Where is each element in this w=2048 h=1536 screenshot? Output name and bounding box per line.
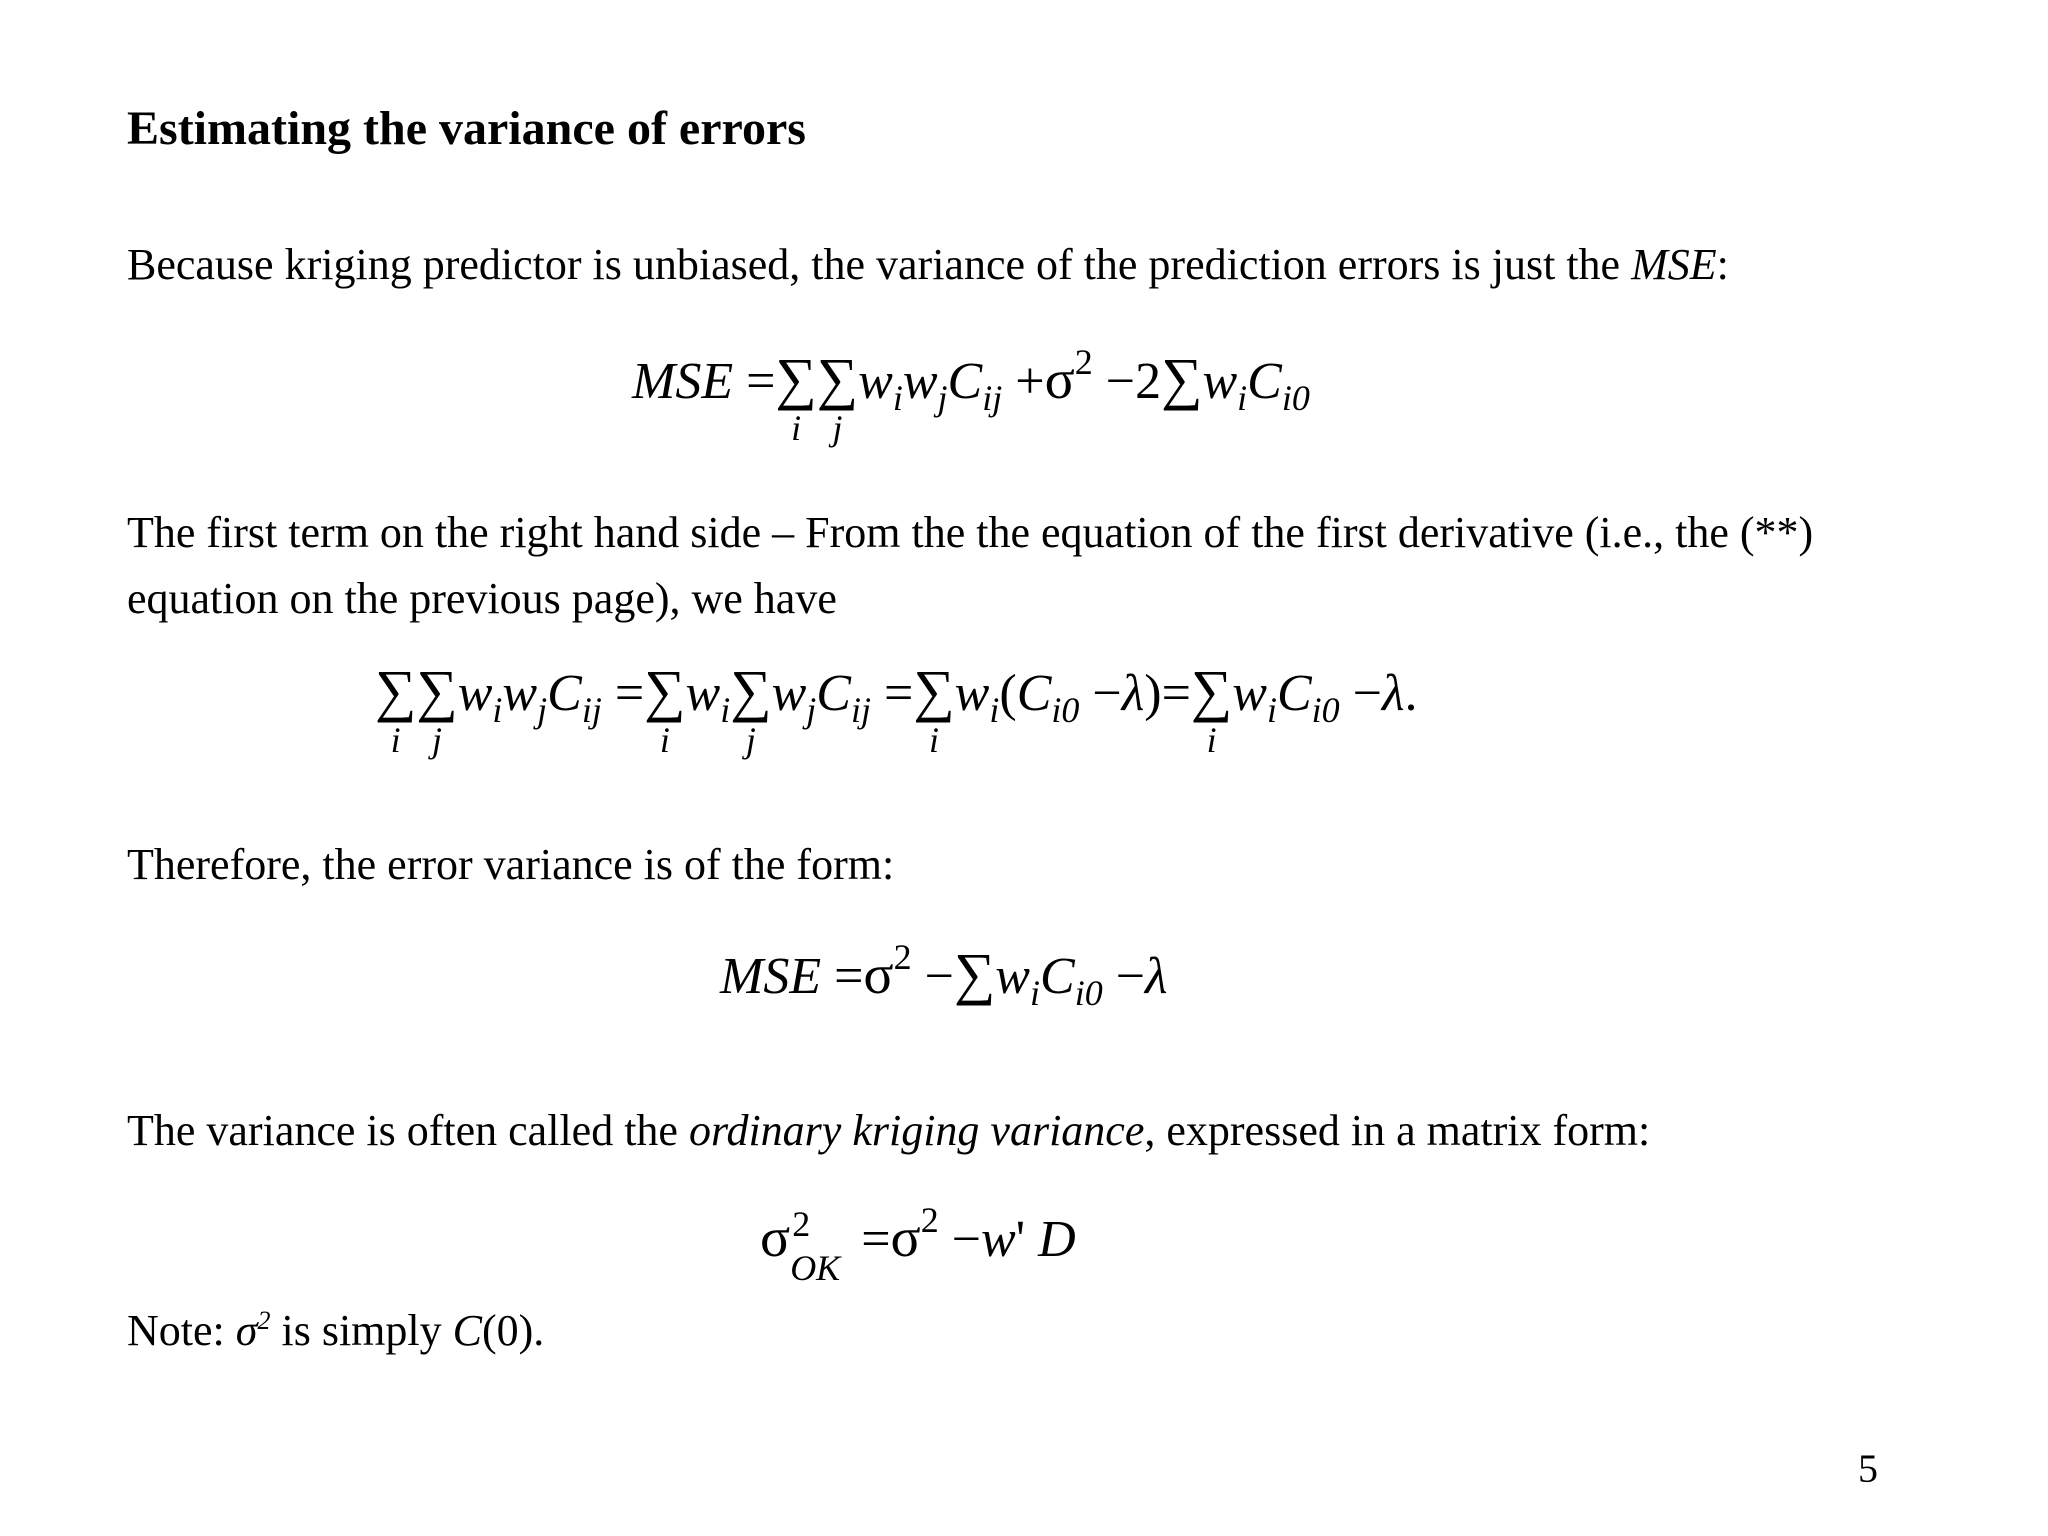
equation-mse: MSE =∑ i ∑ j $w_iw_jC_{ij} +\sigma^2 -2\sum w_iC_{i0}$ xyxy=(632,342,1310,448)
paragraph-mse-intro xyxy=(127,232,1729,298)
paragraph-ok-variance xyxy=(127,1098,1650,1164)
paragraph-line-1: The first term on the right hand side – From the the equation of the first derivative (i.e., the (**) xyxy=(127,508,1814,557)
equation-error-variance: MSE $=\sigma^2 -\sum w_iC_{i0} -\lambda$ xyxy=(720,937,1168,1013)
sigma-symbol: $\sigma^2$ xyxy=(235,1306,271,1355)
note-line xyxy=(127,1298,544,1364)
ok-variance-italic: ordinary kriging variance xyxy=(688,1106,1145,1155)
note-mid: is simply xyxy=(270,1306,453,1355)
note-prefix: Note: xyxy=(127,1306,236,1355)
mse-italic: MSE xyxy=(1631,240,1717,289)
paragraph-tail: : xyxy=(1716,240,1729,289)
paragraph-therefore: Therefore, the error variance is of the form: xyxy=(127,840,895,889)
note-tail: (0). xyxy=(481,1306,545,1355)
paragraph-first-term xyxy=(127,500,1813,632)
equation-first-term: ∑ i ∑ j $w_iw_jC_{ij}$ =∑ i $w_i\sum$ j $w_jC_{ij}$ =∑ i $w_i(C_{i0} -\lambda)=\sum$ i $w_iC_{i0} -\lambda$. xyxy=(375,658,1418,760)
paragraph-text: Because kriging predictor is unbiased, the variance of the prediction errors is just the xyxy=(127,240,1632,289)
paragraph-after: , expressed in a matrix form: xyxy=(1144,1106,1651,1155)
c-italic: C xyxy=(452,1306,482,1355)
page-title: Estimating the variance of errors xyxy=(127,102,806,155)
paragraph-before: The variance is often called the xyxy=(127,1106,689,1155)
page-number: 5 xyxy=(1858,1446,1878,1491)
paragraph-line-2: equation on the previous page), we have xyxy=(127,574,837,623)
equation-ok-variance: σ 2 OK $=\sigma^2 -w'$ D xyxy=(760,1200,1076,1288)
